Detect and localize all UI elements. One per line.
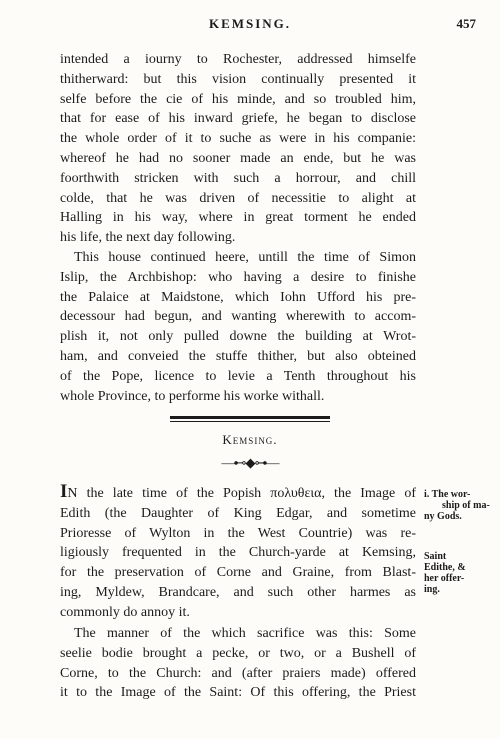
- text-line: Prioresse of Wylton in the West Countrie) was re-: [60, 525, 416, 541]
- text-line: decessour had begun, and wanting wherewith to accom-: [60, 309, 416, 325]
- margin-note-line: ship of ma-: [442, 500, 490, 511]
- text-line: ham, and conveied the stuffe thither, but also obteined: [60, 348, 416, 364]
- text-line: This house continued heere, untill the time of Simon: [74, 250, 416, 265]
- text-line: thitherward: but this vision continually presented it: [60, 71, 416, 87]
- text-line: seelie bodie brought a pecke, or two, or a Bushell of: [60, 645, 416, 661]
- margin-note-line: her offer-: [424, 573, 465, 584]
- ornament-divider: —⊷◆⊶—: [221, 455, 279, 470]
- text-line: Halling in his way, where in great torment he ended: [60, 210, 416, 226]
- paragraph-simon-islip: [60, 248, 416, 406]
- text-line: of the Pope, licence to levie a Tenth throughout his: [60, 368, 416, 384]
- text-line: the Palaice at Maidstone, which Iohn Ufford his pre-: [60, 289, 416, 305]
- margin-note-line: ing.: [424, 584, 440, 595]
- text-line: foorthwith stricken with such a horrour, and chill: [60, 170, 416, 186]
- text-line: his life, the next day following.: [60, 230, 236, 246]
- text-line: selfe before the cie of his minde, and so troubled him,: [60, 91, 416, 107]
- text-line: the whole order of it to suche as were in his companie:: [60, 131, 416, 147]
- text-line: that for ease of his inward griefe, he began to disclose: [60, 111, 416, 127]
- margin-note-line: Edithe, &: [424, 562, 466, 573]
- text-line: it to the Image of the Saint: Of this offering, the Priest: [60, 685, 416, 701]
- text-line: intended a iourny to Rochester, addressed himselfe: [60, 52, 416, 67]
- text-line: ligiously frequented in the Church-yarde at Kemsing,: [60, 545, 416, 561]
- margin-note-line: Saint: [424, 551, 447, 562]
- text-line: commonly do annoy it.: [60, 604, 190, 620]
- text-line: whereof he had no sooner made an ende, but he was: [60, 150, 416, 166]
- page-number: 457: [456, 16, 476, 31]
- text-line: Corne, to the Church: and (after praiers made) offered: [60, 665, 416, 681]
- paragraph-sacrifice: [60, 624, 416, 703]
- text-line: for the preservation of Corne and Graine, from Blast-: [60, 565, 416, 581]
- first-line-text: N the late time of the Popish πολυθεια, the Image of: [67, 486, 416, 501]
- text-line: colde, that he was driven of necessitie to alight at: [60, 190, 416, 206]
- text-line: Edith (the Daughter of King Edgar, and sometime: [60, 505, 416, 521]
- margin-note-line: ny Gods.: [424, 511, 462, 522]
- margin-note-saint-edithe: [424, 551, 496, 595]
- paragraph-vision: [60, 50, 416, 248]
- text-line: Islip, the Archbishop: who having a desire to finishe: [60, 269, 416, 285]
- margin-note-worship: [424, 489, 496, 522]
- drop-cap: I: [60, 481, 68, 502]
- section-rule-thin: [170, 421, 330, 422]
- text-line: The manner of the which sacrifice was this: Some: [74, 626, 416, 641]
- margin-note-line: i. The wor-: [424, 489, 471, 500]
- section-heading: Kemsing.: [222, 432, 278, 447]
- text-line: plish it, not only pulled downe the building at Wrot-: [60, 329, 416, 345]
- text-line: whole Province, to performe his worke withall.: [60, 388, 325, 404]
- running-head: [0, 16, 500, 36]
- section-rule-thick: [170, 416, 330, 419]
- paragraph-image-of-edith: [60, 482, 416, 623]
- text-line: ing, Myldew, Brandcare, and such other harmes as: [60, 584, 416, 600]
- running-title: KEMSING.: [208, 16, 292, 31]
- text-line-first: [60, 482, 416, 504]
